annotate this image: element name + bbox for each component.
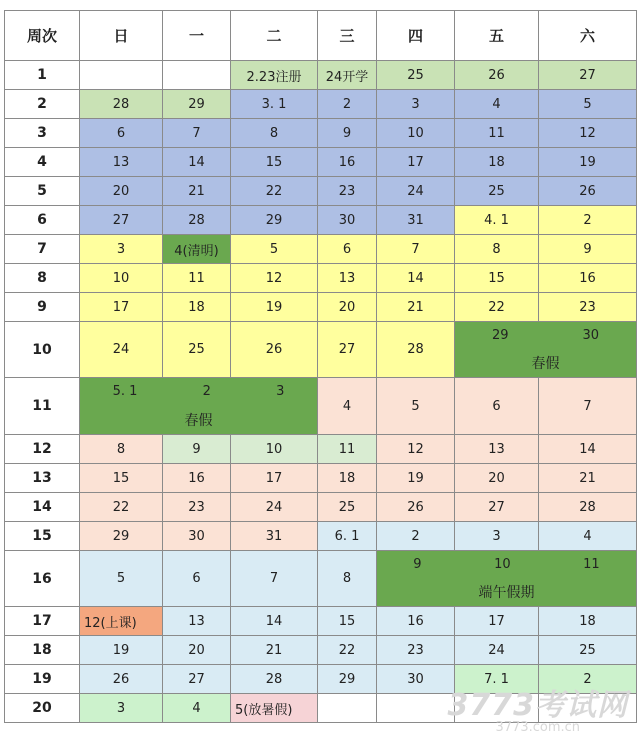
holiday-date: 11 xyxy=(583,557,600,572)
day-cell: 15 xyxy=(230,147,318,177)
day-cell: 17 xyxy=(79,292,163,322)
day-cell: 6 xyxy=(454,377,539,435)
week-number: 8 xyxy=(4,263,80,293)
day-cell: 31 xyxy=(230,521,318,551)
week-number: 6 xyxy=(4,205,80,235)
day-cell: 24 xyxy=(376,176,455,206)
week-number: 12 xyxy=(4,434,80,464)
day-cell: 15 xyxy=(454,263,539,293)
day-cell: 10 xyxy=(230,434,318,464)
weekday-header: 二 xyxy=(230,10,318,61)
day-cell: 17 xyxy=(376,147,455,177)
day-cell: 9 xyxy=(162,434,231,464)
day-cell: 9 xyxy=(538,234,637,264)
weekday-header: 日 xyxy=(79,10,163,61)
day-cell: 22 xyxy=(230,176,318,206)
week-number: 11 xyxy=(4,377,80,435)
day-cell: 24 xyxy=(230,492,318,522)
holiday-label: 端午假期 xyxy=(478,585,535,601)
holiday-block xyxy=(376,550,637,607)
day-cell xyxy=(317,693,377,723)
day-cell: 27 xyxy=(454,492,539,522)
day-cell: 3 xyxy=(376,89,455,119)
day-cell: 17 xyxy=(454,606,539,636)
day-cell: 17 xyxy=(230,463,318,493)
holiday-date: 29 xyxy=(491,328,509,343)
day-cell: 25 xyxy=(454,176,539,206)
week-number: 9 xyxy=(4,292,80,322)
day-cell: 30 xyxy=(376,664,455,694)
day-cell: 11 xyxy=(454,118,539,148)
day-cell: 20 xyxy=(162,635,231,665)
day-cell: 23 xyxy=(317,176,377,206)
week-number: 5 xyxy=(4,176,80,206)
day-cell xyxy=(162,60,231,90)
day-cell: 13 xyxy=(454,434,539,464)
watermark-sub: 3773.com.cn xyxy=(495,720,580,735)
day-cell xyxy=(454,693,539,723)
day-cell: 26 xyxy=(538,176,637,206)
day-cell: 2 xyxy=(317,89,377,119)
day-cell: 4 xyxy=(162,693,231,723)
holiday-date: 10 xyxy=(494,557,511,572)
day-cell: 10 xyxy=(376,118,455,148)
day-cell: 14 xyxy=(376,263,455,293)
day-cell: 19 xyxy=(79,635,163,665)
day-cell: 26 xyxy=(230,321,318,378)
day-cell: 13 xyxy=(79,147,163,177)
day-cell: 16 xyxy=(538,263,637,293)
day-cell: 23 xyxy=(162,492,231,522)
day-cell: 13 xyxy=(162,606,231,636)
holiday-label: 春假 xyxy=(184,413,213,429)
day-cell: 21 xyxy=(376,292,455,322)
day-cell: 29 xyxy=(162,89,231,119)
day-cell: 30 xyxy=(317,205,377,235)
holiday-date: 30 xyxy=(582,328,600,343)
holiday-block xyxy=(454,321,637,378)
week-number: 2 xyxy=(4,89,80,119)
day-cell: 2.23注册 xyxy=(230,60,318,90)
day-cell: 27 xyxy=(79,205,163,235)
day-cell: 29 xyxy=(230,205,318,235)
day-cell: 4(清明) xyxy=(162,234,231,264)
day-cell: 16 xyxy=(162,463,231,493)
day-cell: 4 xyxy=(454,89,539,119)
weekday-header: 四 xyxy=(376,10,455,61)
day-cell: 7 xyxy=(230,550,318,607)
day-cell: 26 xyxy=(454,60,539,90)
day-cell: 14 xyxy=(538,434,637,464)
day-cell: 23 xyxy=(376,635,455,665)
day-cell xyxy=(79,60,163,90)
week-number: 3 xyxy=(4,118,80,148)
day-cell: 11 xyxy=(162,263,231,293)
week-number: 7 xyxy=(4,234,80,264)
day-cell: 11 xyxy=(317,434,377,464)
day-cell: 5 xyxy=(79,550,163,607)
day-cell: 26 xyxy=(79,664,163,694)
day-cell: 3 xyxy=(79,234,163,264)
day-cell: 6 xyxy=(79,118,163,148)
day-cell: 16 xyxy=(317,147,377,177)
day-cell: 5 xyxy=(376,377,455,435)
day-cell: 6 xyxy=(162,550,231,607)
day-cell: 8 xyxy=(454,234,539,264)
week-number: 20 xyxy=(4,693,80,723)
day-cell: 7 xyxy=(376,234,455,264)
day-cell: 5 xyxy=(230,234,318,264)
day-cell: 27 xyxy=(538,60,637,90)
day-cell: 12 xyxy=(376,434,455,464)
week-number-header: 周次 xyxy=(4,10,80,61)
day-cell: 24 xyxy=(454,635,539,665)
week-number: 14 xyxy=(4,492,80,522)
day-cell: 19 xyxy=(538,147,637,177)
weekday-header: 一 xyxy=(162,10,231,61)
week-number: 13 xyxy=(4,463,80,493)
day-cell: 22 xyxy=(454,292,539,322)
day-cell: 5 xyxy=(538,89,637,119)
day-cell: 2 xyxy=(538,205,637,235)
day-cell: 28 xyxy=(230,664,318,694)
day-cell: 8 xyxy=(317,550,377,607)
day-cell: 3. 1 xyxy=(230,89,318,119)
week-number: 18 xyxy=(4,635,80,665)
day-cell: 28 xyxy=(79,89,163,119)
holiday-date: 5. 1 xyxy=(112,384,138,399)
day-cell: 24开学 xyxy=(317,60,377,90)
day-cell: 22 xyxy=(79,492,163,522)
week-number: 1 xyxy=(4,60,80,90)
holiday-dates xyxy=(80,384,317,399)
day-cell: 3 xyxy=(79,693,163,723)
holiday-dates xyxy=(455,328,636,343)
day-cell: 27 xyxy=(317,321,377,378)
day-cell: 21 xyxy=(538,463,637,493)
day-cell: 28 xyxy=(538,492,637,522)
day-cell: 29 xyxy=(317,664,377,694)
holiday-date: 9 xyxy=(413,557,422,572)
week-number: 17 xyxy=(4,606,80,636)
day-cell: 24 xyxy=(79,321,163,378)
holiday-label: 春假 xyxy=(531,356,560,372)
day-cell: 5(放暑假) xyxy=(230,693,318,723)
holiday-block xyxy=(79,377,318,435)
day-cell: 6 xyxy=(317,234,377,264)
day-cell: 16 xyxy=(376,606,455,636)
weekday-header: 五 xyxy=(454,10,539,61)
day-cell: 21 xyxy=(162,176,231,206)
day-cell: 18 xyxy=(538,606,637,636)
day-cell: 12 xyxy=(538,118,637,148)
week-number: 16 xyxy=(4,550,80,607)
day-cell: 18 xyxy=(317,463,377,493)
day-cell: 12(上课) xyxy=(79,606,163,636)
day-cell: 15 xyxy=(317,606,377,636)
day-cell: 7 xyxy=(162,118,231,148)
weekday-header: 三 xyxy=(317,10,377,61)
day-cell: 22 xyxy=(317,635,377,665)
day-cell: 20 xyxy=(454,463,539,493)
day-cell: 12 xyxy=(230,263,318,293)
day-cell: 2 xyxy=(376,521,455,551)
holiday-dates xyxy=(377,557,636,572)
day-cell: 19 xyxy=(230,292,318,322)
day-cell: 21 xyxy=(230,635,318,665)
day-cell: 28 xyxy=(162,205,231,235)
watermark-main: 3773考试网 xyxy=(447,688,628,723)
day-cell: 3 xyxy=(454,521,539,551)
day-cell: 28 xyxy=(376,321,455,378)
day-cell: 26 xyxy=(376,492,455,522)
day-cell: 4. 1 xyxy=(454,205,539,235)
week-number: 10 xyxy=(4,321,80,378)
day-cell xyxy=(376,693,455,723)
day-cell: 20 xyxy=(79,176,163,206)
day-cell: 7 xyxy=(538,377,637,435)
day-cell: 27 xyxy=(162,664,231,694)
day-cell: 18 xyxy=(162,292,231,322)
weekday-header: 六 xyxy=(538,10,637,61)
holiday-date: 2 xyxy=(202,384,211,399)
week-number: 19 xyxy=(4,664,80,694)
day-cell: 4 xyxy=(538,521,637,551)
day-cell: 30 xyxy=(162,521,231,551)
day-cell: 2 xyxy=(538,664,637,694)
day-cell xyxy=(538,693,637,723)
day-cell: 8 xyxy=(79,434,163,464)
week-number: 4 xyxy=(4,147,80,177)
day-cell: 18 xyxy=(454,147,539,177)
day-cell: 25 xyxy=(162,321,231,378)
day-cell: 7. 1 xyxy=(454,664,539,694)
day-cell: 25 xyxy=(376,60,455,90)
day-cell: 25 xyxy=(317,492,377,522)
day-cell: 6. 1 xyxy=(317,521,377,551)
day-cell: 10 xyxy=(79,263,163,293)
day-cell: 20 xyxy=(317,292,377,322)
week-number: 15 xyxy=(4,521,80,551)
day-cell: 25 xyxy=(538,635,637,665)
day-cell: 19 xyxy=(376,463,455,493)
day-cell: 4 xyxy=(317,377,377,435)
day-cell: 29 xyxy=(79,521,163,551)
day-cell: 9 xyxy=(317,118,377,148)
day-cell: 23 xyxy=(538,292,637,322)
day-cell: 8 xyxy=(230,118,318,148)
day-cell: 14 xyxy=(230,606,318,636)
holiday-date: 3 xyxy=(276,384,285,399)
day-cell: 31 xyxy=(376,205,455,235)
day-cell: 14 xyxy=(162,147,231,177)
day-cell: 13 xyxy=(317,263,377,293)
day-cell: 15 xyxy=(79,463,163,493)
